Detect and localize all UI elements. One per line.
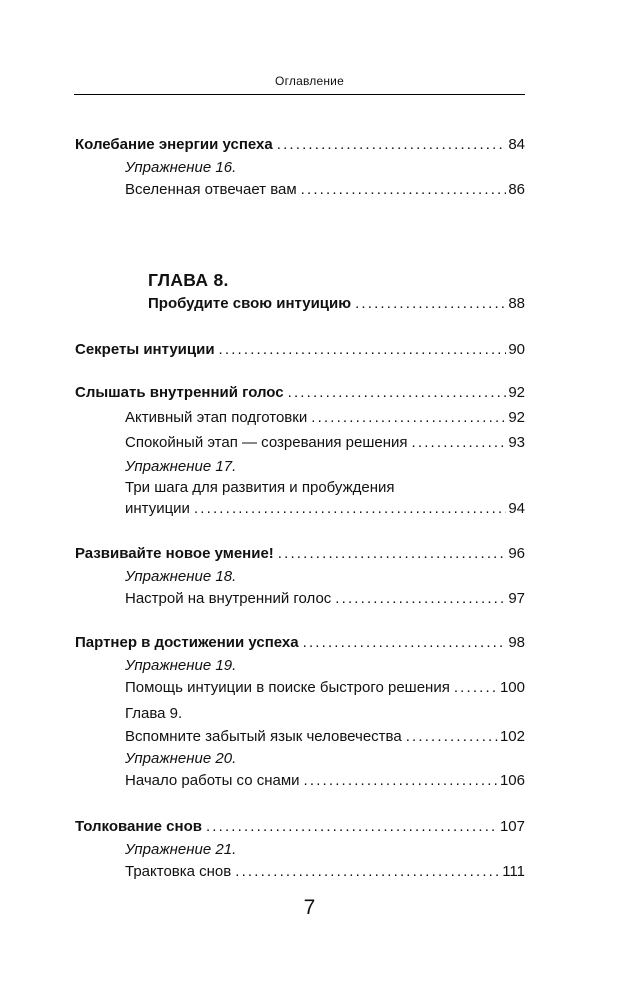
toc-entry-section — [75, 545, 525, 563]
toc-leader — [412, 434, 507, 452]
toc-title: Спокойный этап — созревания решения — [125, 434, 408, 451]
chapter-heading: ГЛАВА 8. — [148, 270, 229, 290]
toc-title: Помощь интуиции в поиске быстрого решения — [125, 679, 450, 696]
toc-title: Секреты интуиции — [75, 341, 215, 358]
toc-leader — [301, 181, 507, 199]
toc-entry-sub — [125, 863, 525, 881]
toc-entry-sub — [125, 181, 525, 199]
toc-page: 97 — [508, 590, 525, 607]
toc-page: 96 — [508, 545, 525, 562]
toc-page: 86 — [508, 181, 525, 198]
toc-page: 106 — [499, 772, 525, 789]
toc-title: Пробудите свою интуицию — [148, 295, 352, 312]
toc-entry-section — [75, 384, 525, 402]
toc-page: 92 — [508, 409, 525, 426]
toc-title: Колебание энергии успеха — [75, 136, 273, 153]
toc-leader — [304, 772, 498, 790]
toc-title: Толкование снов — [75, 818, 202, 835]
toc-entry-section — [75, 634, 525, 652]
toc-page: 102 — [499, 728, 525, 745]
toc-page: 92 — [508, 384, 525, 401]
toc-leader — [235, 863, 500, 881]
toc-exercise-label: Упражнение 18. — [125, 568, 237, 585]
toc-leader — [194, 500, 506, 518]
toc-entry-sub — [125, 409, 525, 427]
toc-page: 88 — [508, 295, 525, 312]
toc-leader — [206, 818, 498, 836]
toc-title: Развивайте новое умение! — [75, 545, 274, 562]
toc-entry-sub — [125, 590, 525, 608]
toc-entry-sub — [125, 500, 525, 518]
toc-entry-sub — [125, 772, 525, 790]
header-rule — [74, 94, 525, 95]
toc-title: Партнер в достижении успеха — [75, 634, 299, 651]
toc-entry-section — [75, 818, 525, 836]
toc-page: 111 — [502, 863, 525, 880]
toc-title: Вселенная отвечает вам — [125, 181, 297, 198]
toc-leader — [288, 384, 507, 402]
toc-page: 93 — [508, 434, 525, 451]
toc-title: Трактовка снов — [125, 863, 232, 880]
toc-exercise-label: Упражнение 19. — [125, 657, 237, 674]
running-header: Оглавление — [275, 74, 344, 88]
toc-leader — [355, 295, 506, 313]
toc-page: 90 — [508, 341, 525, 358]
toc-title: Слышать внутренний голос — [75, 384, 284, 401]
toc-entry-sub — [125, 434, 525, 452]
toc-title: Вспомните забытый язык человечества — [125, 728, 402, 745]
toc-entry-sub — [125, 679, 525, 697]
toc-leader — [303, 634, 507, 652]
toc-page: 107 — [499, 818, 525, 835]
toc-exercise-label: Упражнение 20. — [125, 750, 237, 767]
toc-exercise-label: Упражнение 16. — [125, 159, 237, 176]
toc-title: Настрой на внутренний голос — [125, 590, 332, 607]
toc-leader — [278, 545, 507, 563]
toc-title: Активный этап подготовки — [125, 409, 308, 426]
toc-title: интуиции — [125, 500, 190, 517]
toc-leader — [311, 409, 506, 427]
toc-title-line: Три шага для развития и пробуждения — [125, 479, 395, 496]
toc-entry-chapter — [148, 295, 525, 313]
toc-exercise-label: Упражнение 21. — [125, 841, 237, 858]
toc-exercise-label: Упражнение 17. — [125, 458, 237, 475]
toc-leader — [335, 590, 506, 608]
toc-entry-sub — [125, 728, 525, 746]
toc-page: 84 — [508, 136, 525, 153]
toc-page: 94 — [508, 500, 525, 517]
page-number: 7 — [303, 896, 316, 919]
toc-entry-section — [75, 341, 525, 359]
toc-title: Начало работы со снами — [125, 772, 300, 789]
toc-leader — [219, 341, 507, 359]
toc-leader — [454, 679, 498, 697]
toc-entry-section — [75, 136, 525, 154]
toc-page: 100 — [499, 679, 525, 696]
toc-chapter-label: Глава 9. — [125, 705, 183, 722]
toc-leader — [406, 728, 498, 746]
toc-leader — [277, 136, 507, 154]
toc-page: 98 — [508, 634, 525, 651]
